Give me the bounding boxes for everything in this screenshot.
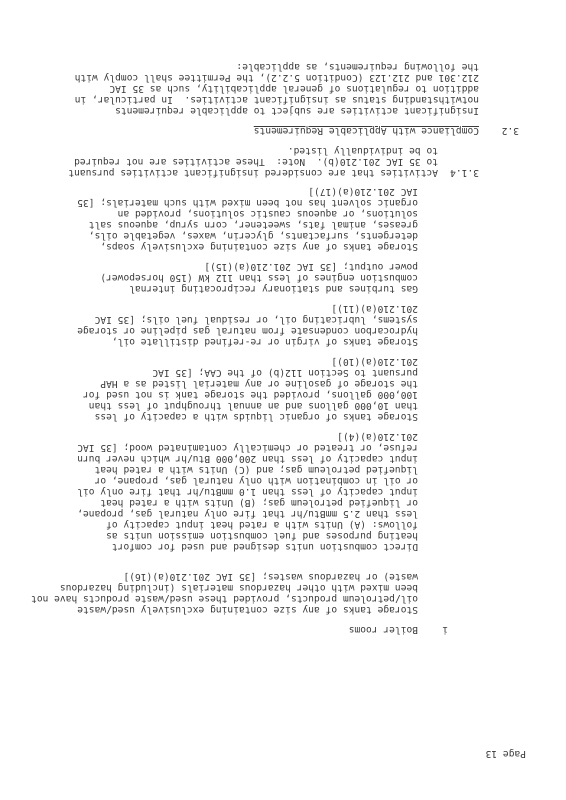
item-j-line: liquefied petroleum gas; and (C) Units with a rated heat <box>94 464 418 475</box>
item-i-label: i <box>442 624 448 635</box>
section-number: 3.2 <box>501 125 519 136</box>
item-i-line: oil/petroleum products, provided these used/waste products have not <box>31 593 418 604</box>
item-j-line: less than 2.5 mmBtu/hr that fire only natural gas, propane, <box>77 508 418 519</box>
item-j-line: input capacity of less than 1.0 mmBtu/hr that fire only oil <box>77 486 418 497</box>
item-j-line: Direct combustion units designed and used for comfort <box>111 541 418 552</box>
item-k-line: pursuant to Section 112(b) of the CAA; [35 IAC <box>152 367 418 378</box>
section-32-line: Insignificant activities are subject to applicable requirements <box>115 105 479 116</box>
item-i-line: Storage tanks of any size containing exclusively used/waste <box>77 604 418 615</box>
item-l-line: Storage tanks of virgin or re-refined distillate oil, <box>111 336 418 347</box>
item-k-line: 201.210(a)(10)] <box>331 356 418 367</box>
item-k-line: 100,000 gallons, provided the storage tank is not used for <box>82 389 418 400</box>
item-i-line: been mixed with other hazardous materials (including hazardous <box>59 582 418 593</box>
item-j-line: input capacity of less than 200,000 Btu/hr which never burn <box>77 453 418 464</box>
section-number: 3.1.4 <box>450 167 479 178</box>
section-314-line: to 35 IAC 201.210(b). Note: These activities are not required <box>74 156 438 167</box>
item-j-line: refuse, or treated or chemically contaminated wood; [35 IAC <box>77 442 418 453</box>
item-n-line: greases, animal fats, sweetener, corn syrup, aqueous salt <box>88 219 418 230</box>
item-j-line: or liquefied petroleum gas; (B) Units with a rated heat <box>100 497 418 508</box>
item-k-line: the storage of gasoline or any material listed as a HAP <box>100 378 418 389</box>
item-m-line: power output; [35 IAC 201.210(a)(15)] <box>204 261 418 272</box>
item-n-line: solutions, or aqueous caustic solutions, provided an <box>117 208 418 219</box>
section-314-line: to be individually listed. <box>287 145 438 156</box>
item-i-line: waste) or hazardous wastes; [35 IAC 201.210(a)(16)] <box>123 571 418 582</box>
section-314-line: Activities that are considered insignificant activities pursuant <box>68 167 438 178</box>
item-m-line: Gas turbines and stationary reciprocating internal <box>129 283 418 294</box>
section-32-line: notwithstanding status as insignificant activities. In particular, in <box>74 94 479 105</box>
item-j-line: 201.210(a)(4)] <box>337 431 418 442</box>
page-number: Page 13 <box>485 748 526 759</box>
item-l-line: systems, lubricating oil, or residual fuel oils; [35 IAC <box>94 314 418 325</box>
item-j-line: or oil in combination with only natural gas, propane, or <box>94 475 418 486</box>
item-l-line: 201.210(a)(11)] <box>331 303 418 314</box>
item-n-line: Storage tanks of any size containing exclusively soaps, <box>100 241 418 252</box>
item-j-line: follows: (A) Units with a rated heat input capacity of <box>106 519 418 530</box>
item-n-line: organic solvent has not been mixed with such materials; [35 <box>77 197 418 208</box>
section-32-line: the following requirements, as applicable: <box>236 61 479 72</box>
item-i-title: Boiler rooms <box>348 624 418 635</box>
section-32-line: addition to regulations of general applicability, such as 35 IAC <box>109 83 479 94</box>
item-k-line: than 10,000 gallons and an annual throughput of less than <box>88 400 418 411</box>
item-k-line: Storage tanks of organic liquids with a capacity of less <box>94 411 418 422</box>
item-n-line: detergents, surfactants, glycerin, waxes, vegetable oils, <box>88 230 418 241</box>
item-n-line: IAC 201.210(a)(17)] <box>308 186 418 197</box>
item-m-line: combustion engines of less than 112 kW (150 horsepower) <box>100 272 418 283</box>
section-32-line: 212.301 and 212.123 (Condition 5.2.2), the Permittee shall comply with <box>74 72 479 83</box>
item-l-line: hydrocarbon condensate from natural gas pipeline or storage <box>77 325 418 336</box>
section-heading: Compliance with Applicable Requirements <box>253 125 479 136</box>
item-j-line: heating purposes and fuel combustion emission units as <box>106 530 418 541</box>
